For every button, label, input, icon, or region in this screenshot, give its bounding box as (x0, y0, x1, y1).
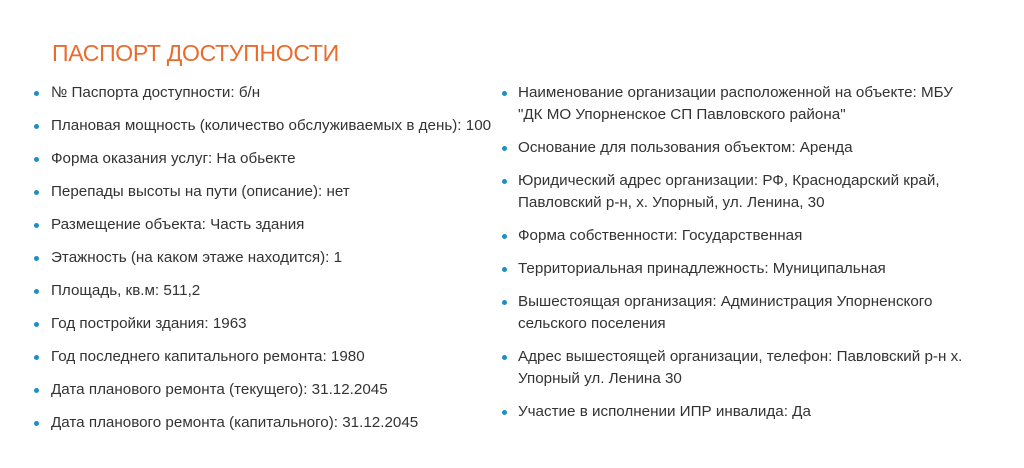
page-title: ПАСПОРТ ДОСТУПНОСТИ (52, 40, 339, 66)
list-item-text: Год постройки здания: 1963 (51, 315, 247, 332)
list-item-text: Форма оказания услуг: На обьекте (51, 150, 296, 167)
bullet-icon (34, 91, 39, 96)
list-item-text: Территориальная принадлежность: Муниципальная (518, 260, 886, 277)
bullet-icon (502, 355, 507, 360)
bullet-icon (34, 289, 39, 294)
bullet-icon (34, 190, 39, 195)
list-item-text: Наименование организации расположенной на объекте: МБУ "ДК МО Упорненское СП Павловского района" (518, 84, 953, 123)
list-item (34, 379, 504, 401)
list-item-text: Вышестоящая организация: Администрация Упорненского сельского поселения (518, 293, 933, 332)
list-item (502, 82, 992, 126)
bullet-icon (34, 157, 39, 162)
list-item-text: Участие в исполнении ИПР инвалида: Да (518, 403, 811, 420)
list-item-text: Этажность (на каком этаже находится): 1 (51, 249, 343, 266)
list-item (502, 258, 992, 280)
list-item-text: Перепады высоты на пути (описание): нет (51, 183, 350, 200)
bullet-icon (34, 256, 39, 261)
list-item (34, 247, 504, 269)
list-item (34, 148, 504, 170)
list-item-text: Дата планового ремонта (текущего): 31.12.2045 (51, 381, 388, 398)
list-item (34, 412, 504, 434)
list-item (502, 170, 992, 214)
list-item (34, 313, 504, 335)
list-item (34, 115, 504, 137)
bullet-icon (502, 267, 507, 272)
list-item-text: Адрес вышестоящей организации, телефон: Павловский р-н х. Упорный ул. Ленина 30 (518, 348, 963, 387)
bullet-icon (34, 223, 39, 228)
list-item (34, 181, 504, 203)
passport-list-left (34, 82, 504, 445)
bullet-icon (34, 124, 39, 129)
list-item (34, 82, 504, 104)
list-item-text: Плановая мощность (количество обслуживаемых в день): 100 (51, 117, 492, 134)
list-item (502, 137, 992, 159)
bullet-icon (34, 322, 39, 327)
bullet-icon (34, 355, 39, 360)
list-item (502, 346, 992, 390)
bullet-icon (502, 410, 507, 415)
list-item-text: Основание для пользования объектом: Аренда (518, 139, 853, 156)
list-item (34, 280, 504, 302)
list-item-text: № Паспорта доступности: б/н (51, 84, 261, 101)
bullet-icon (502, 179, 507, 184)
list-item (502, 225, 992, 247)
list-item-text: Форма собственности: Государственная (518, 227, 803, 244)
list-item (502, 291, 992, 335)
list-item-text: Год последнего капитального ремонта: 1980 (51, 348, 365, 365)
bullet-icon (34, 421, 39, 426)
list-item-text: Юридический адрес организации: РФ, Краснодарский край, Павловский р-н, х. Упорный, ул. Ленина, 30 (518, 172, 940, 211)
list-item (34, 346, 504, 368)
list-item-text: Дата планового ремонта (капитального): 31.12.2045 (51, 414, 419, 431)
list-item (502, 401, 992, 423)
bullet-icon (34, 388, 39, 393)
list-item-text: Площадь, кв.м: 511,2 (51, 282, 201, 299)
bullet-icon (502, 91, 507, 96)
list-item-text: Размещение объекта: Часть здания (51, 216, 305, 233)
bullet-icon (502, 146, 507, 151)
bullet-icon (502, 300, 507, 305)
bullet-icon (502, 234, 507, 239)
passport-list-right (502, 82, 992, 434)
list-item (34, 214, 504, 236)
